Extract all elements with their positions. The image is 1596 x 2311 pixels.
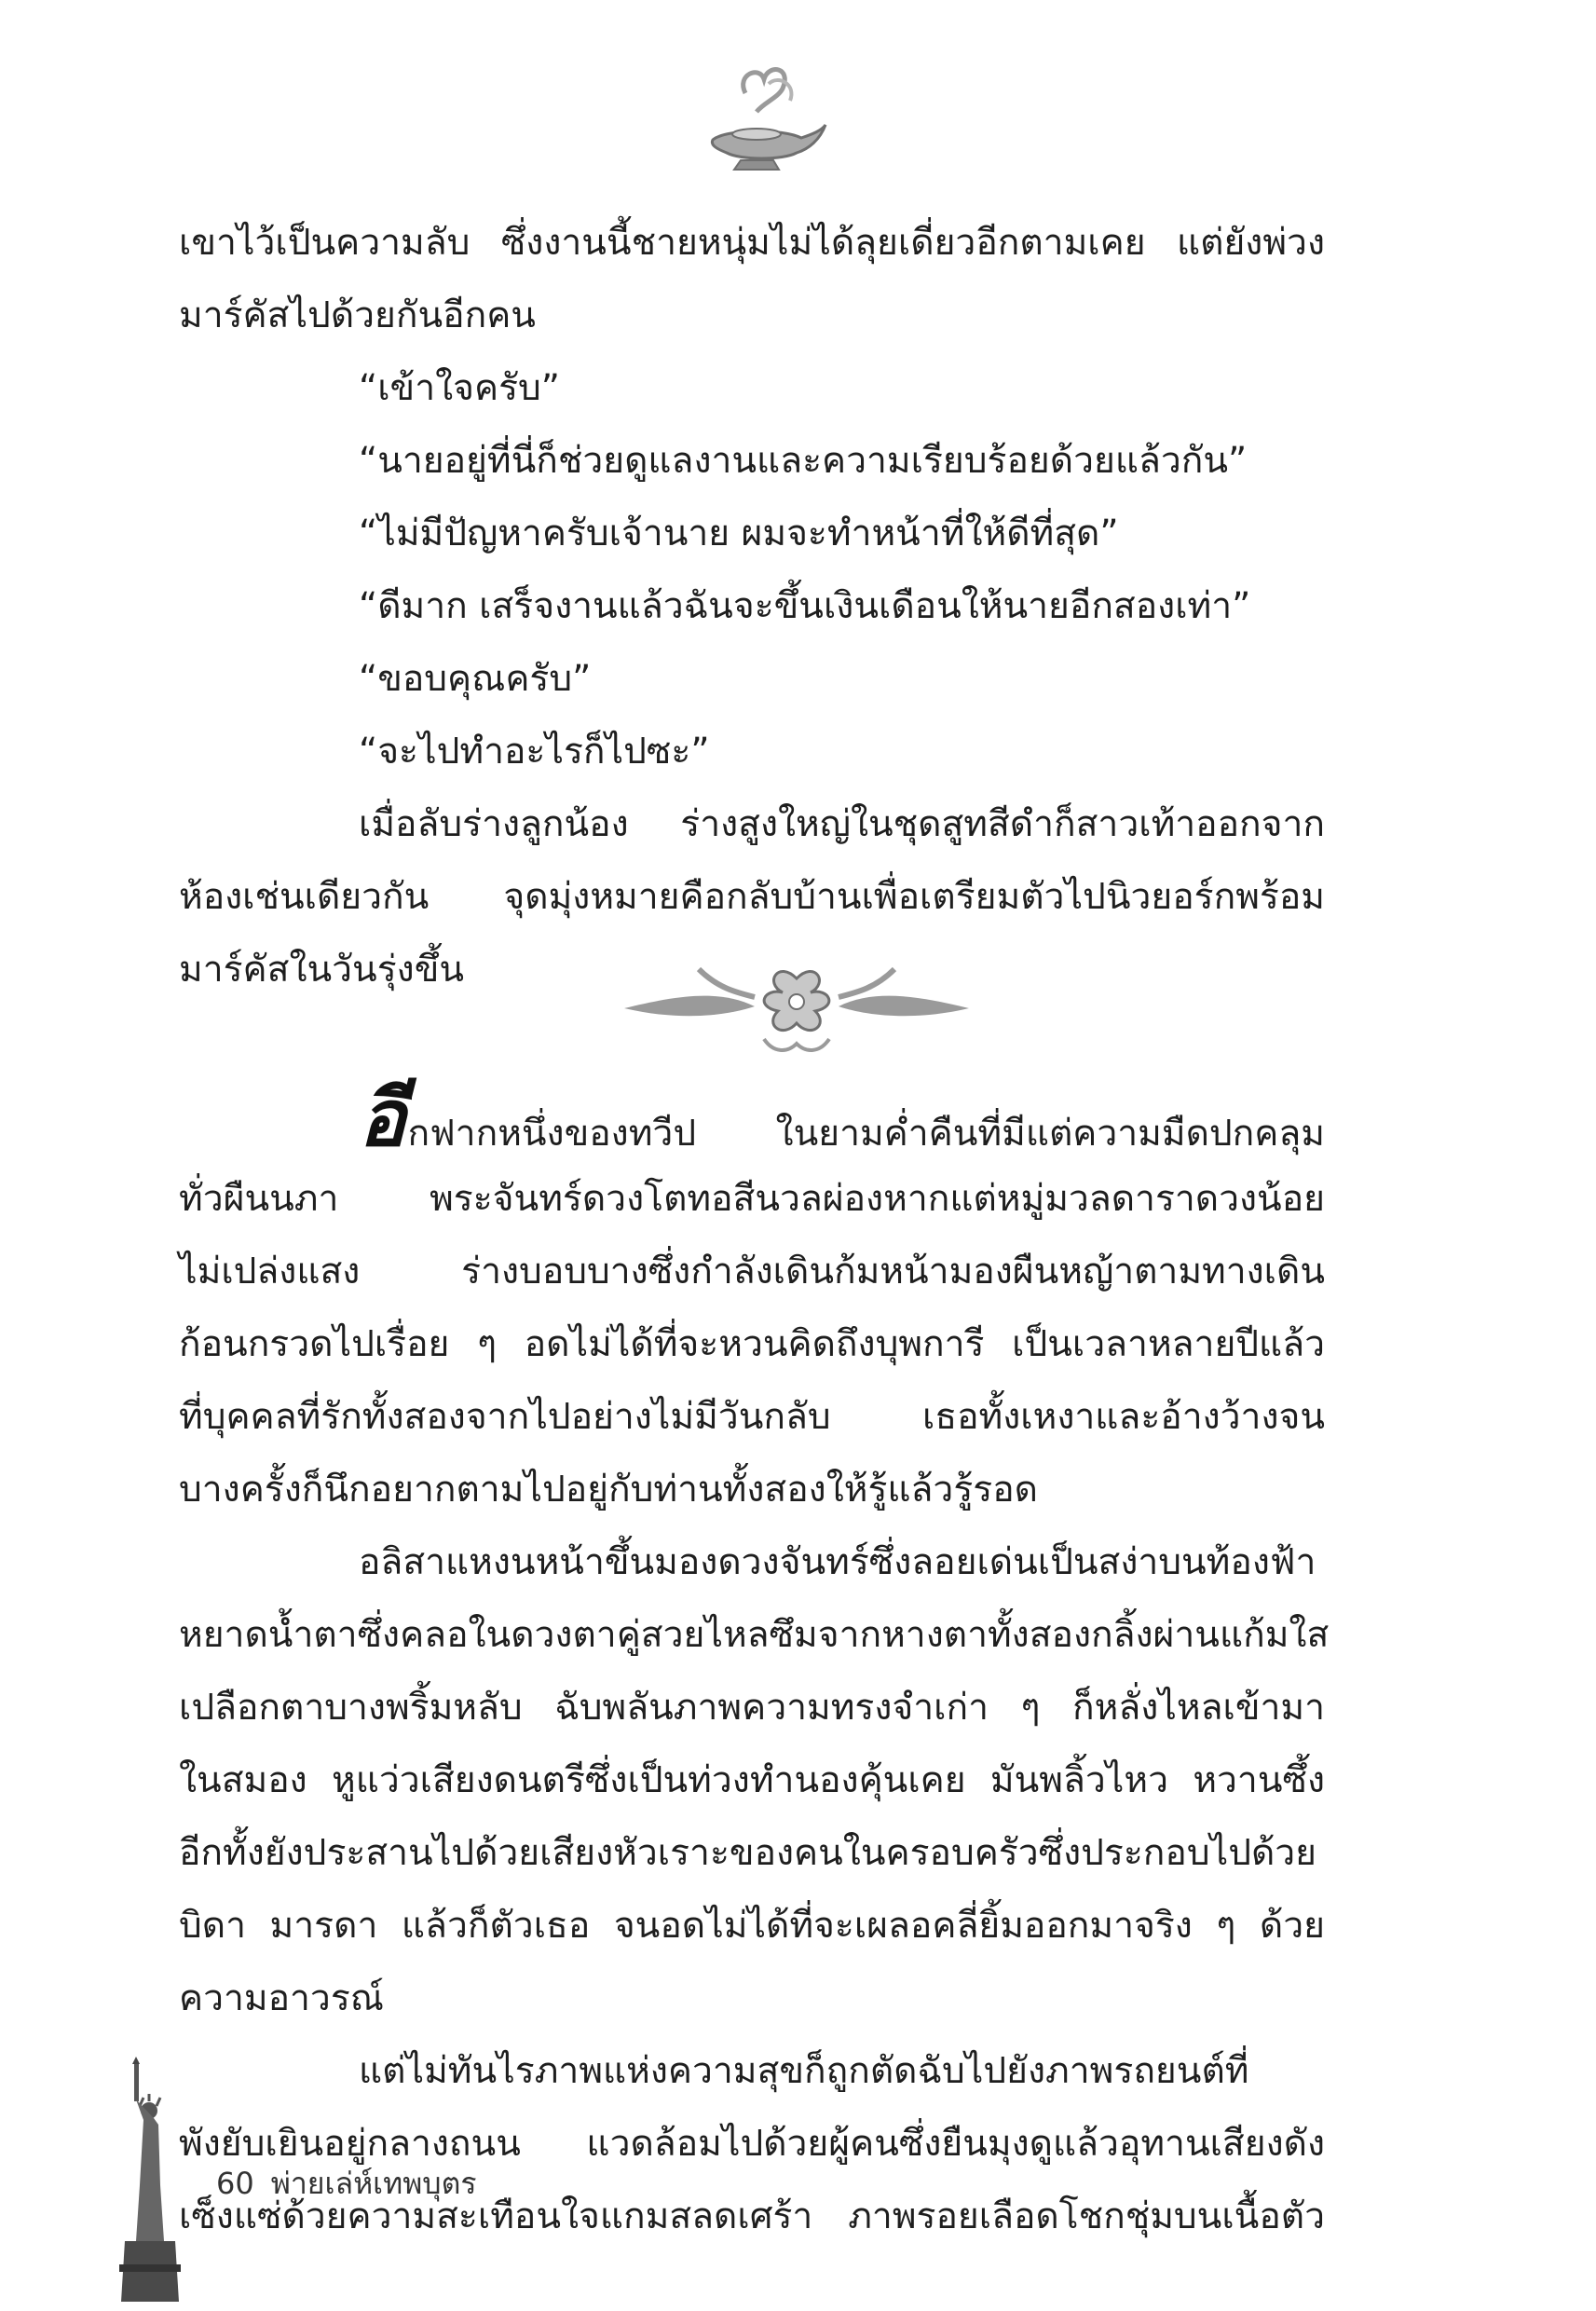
text-line: ไม่เปล่งแสง ร่างบอบบางซึ่งกำลังเดินก้มหน้ามองผืนหญ้าตามทางเดิน [179,1251,1325,1292]
genie-lamp-ornament-icon [689,56,829,177]
text-line: อีกทั้งยังประสานไปด้วยเสียงหัวเราะของคนในครอบครัวซึ่งประกอบไปด้วย [179,1832,1317,1874]
page-number: 60 [216,2166,254,2201]
drop-cap-line-text: กฟากหนึ่งของทวีป ในยามค่ำคืนที่มีแต่ความมืดปกคลุม [407,1113,1325,1155]
text-line: “นายอยู่ที่นี่ก็ช่วยดูแลงานและความเรียบร้อยด้วยแล้วกัน” [359,440,1248,482]
text-line: ความอาวรณ์ [179,1977,384,2019]
statue-of-liberty-icon [112,2055,186,2302]
text-line: “ดีมาก เสร็จงานแล้วฉันจะขึ้นเงินเดือนให้นายอีกสองเท่า” [359,585,1251,627]
body-text-bottom [179,1073,1330,2253]
text-line: ที่บุคคลที่รักทั้งสองจากไปอย่างไม่มีวันกลับ เธอทั้งเหงาและอ้างว้างจน [179,1396,1325,1438]
text-line: มาร์คัสในวันรุ่งขึ้น [179,949,465,991]
text-line: บิดา มารดา แล้วก็ตัวเธอ จนอดไม่ได้ที่จะเผลอคลี่ยิ้มออกมาจริง ๆ ด้วย [179,1905,1325,1947]
text-line: หยาดน้ำตาซึ่งคลอในดวงตาคู่สวยไหลซึมจากหางตาทั้งสองกลิ้งผ่านแก้มใส [179,1614,1330,1656]
floral-divider-ornament-icon [615,950,978,1062]
text-line: “เข้าใจครับ” [359,367,560,409]
book-title: พ่ายเล่ห์เทพบุตร [270,2166,477,2201]
text-line: “ไม่มีปัญหาครับเจ้านาย ผมจะทำหน้าที่ให้ดีที่สุด” [359,513,1119,554]
text-line: ก้อนกรวดไปเรื่อย ๆ อดไม่ได้ที่จะหวนคิดถึงบุพการี เป็นเวลาหลายปีแล้ว [179,1323,1325,1365]
text-line: เปลือกตาบางพริ้มหลับ ฉับพลันภาพความทรงจำเก่า ๆ ก็หลั่งไหลเข้ามา [179,1687,1325,1729]
text-line: มาร์คัสไปด้วยกันอีกคน [179,294,536,336]
text-line: แต่ไม่ทันไรภาพแห่งความสุขก็ถูกตัดฉับไปยังภาพรถยนต์ที่ [359,2050,1249,2092]
text-line: “จะไปทำอะไรก็ไปซะ” [359,731,710,773]
page-footer [216,2160,494,2208]
text-line: “ขอบคุณครับ” [359,658,592,700]
body-text-top [179,207,1325,1006]
drop-cap-line [179,1073,1325,1164]
drop-cap: อี [359,1073,406,1164]
text-line: ทั่วผืนนภา พระจันทร์ดวงโตทอสีนวลผ่องหากแต่หมู่มวลดาราดวงน้อย [179,1178,1325,1220]
text-line: อลิสาแหงนหน้าขึ้นมองดวงจันทร์ซึ่งลอยเด่นเป็นสง่าบนท้องฟ้า [359,1541,1316,1583]
text-line: ห้องเช่นเดียวกัน จุดมุ่งหมายคือกลับบ้านเพื่อเตรียมตัวไปนิวยอร์กพร้อม [179,876,1325,918]
text-line: เมื่อลับร่างลูกน้อง ร่างสูงใหญ่ในชุดสูทสีดำก็สาวเท้าออกจาก [359,803,1325,845]
text-line: เซ็งแซ่ด้วยความสะเทือนใจแกมสลดเศร้า ภาพรอยเลือดโชกชุ่มบนเนื้อตัว [179,2195,1325,2237]
text-line: ในสมอง หูแว่วเสียงดนตรีซึ่งเป็นท่วงทำนองคุ้นเคย มันพลิ้วไหว หวานซึ้ง [179,1759,1325,1801]
text-line: เขาไว้เป็นความลับ ซึ่งงานนี้ชายหนุ่มไม่ได้ลุยเดี่ยวอีกตามเคย แต่ยังพ่วง [179,222,1325,264]
text-line: พังยับเยินอยู่กลางถนน แวดล้อมไปด้วยผู้คนซึ่งยืนมุงดูแล้วอุทานเสียงดัง [179,2123,1325,2165]
text-line: บางครั้งก็นึกอยากตามไปอยู่กับท่านทั้งสองให้รู้แล้วรู้รอด [179,1469,1038,1511]
